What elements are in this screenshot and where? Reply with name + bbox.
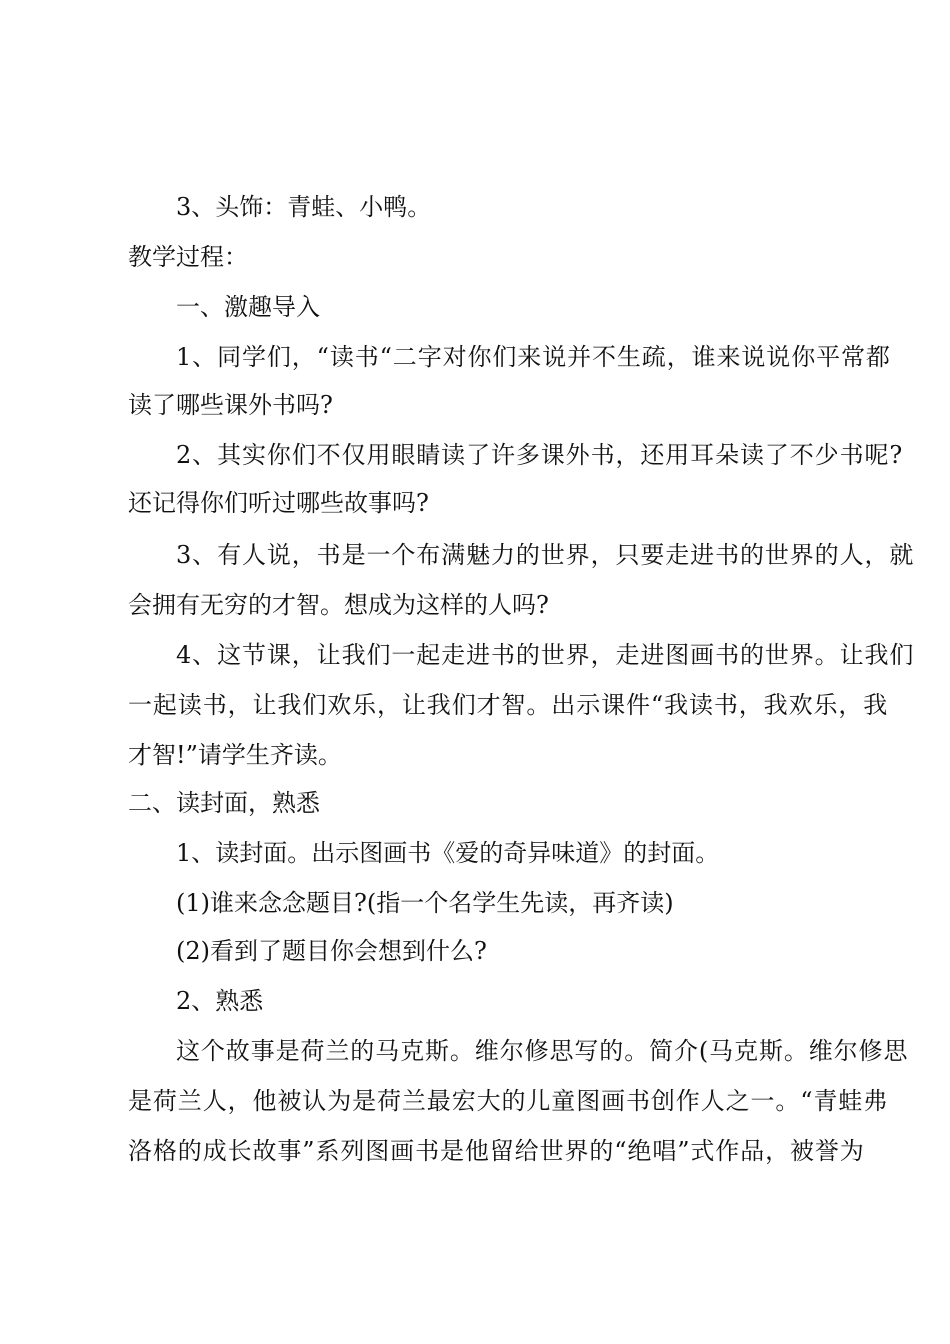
text-line: 一起读书，让我们欢乐，让我们才智。出示课件“我读书，我欢乐，我 <box>128 691 889 719</box>
text-line: 读了哪些课外书吗? <box>128 391 333 419</box>
text-line: 这个故事是荷兰的马克斯。维尔修思写的。简介(马克斯。维尔修思 <box>176 1037 909 1065</box>
text-line: 还记得你们听过哪些故事吗? <box>128 489 429 517</box>
section-heading: 二、读封面，熟悉 <box>128 789 320 817</box>
text-line: 洛格的成长故事”系列图画书是他留给世界的“绝唱”式作品，被誉为 <box>128 1137 865 1165</box>
text-line: (2)看到了题目你会想到什么? <box>176 937 487 965</box>
text-line: 3、有人说，书是一个布满魅力的世界，只要走进书的世界的人，就 <box>176 541 915 569</box>
text-line: 2、其实你们不仅用眼睛读了许多课外书，还用耳朵读了不少书呢? <box>176 441 904 469</box>
text-line: 1、读封面。出示图画书《爱的奇异味道》的封面。 <box>176 839 720 867</box>
section-heading: 教学过程： <box>128 243 248 271</box>
text-line: 会拥有无穷的才智。想成为这样的人吗? <box>128 591 549 619</box>
text-line: 3、头饰：青蛙、小鸭。 <box>176 193 432 221</box>
text-line: 才智!”请学生齐读。 <box>128 741 342 769</box>
text-line: 是荷兰人，他被认为是荷兰最宏大的儿童图画书创作人之一。“青蛙弗 <box>128 1087 889 1115</box>
section-heading: 2、熟悉 <box>176 987 264 1015</box>
section-heading: 一、激趣导入 <box>176 293 320 321</box>
text-line: (1)谁来念念题目?(指一个名学生先读，再齐读) <box>176 889 674 917</box>
text-line: 4、这节课，让我们一起走进书的世界，走进图画书的世界。让我们 <box>176 641 915 669</box>
text-line: 1、同学们，“读书“二字对你们来说并不生疏，谁来说说你平常都 <box>176 343 891 371</box>
